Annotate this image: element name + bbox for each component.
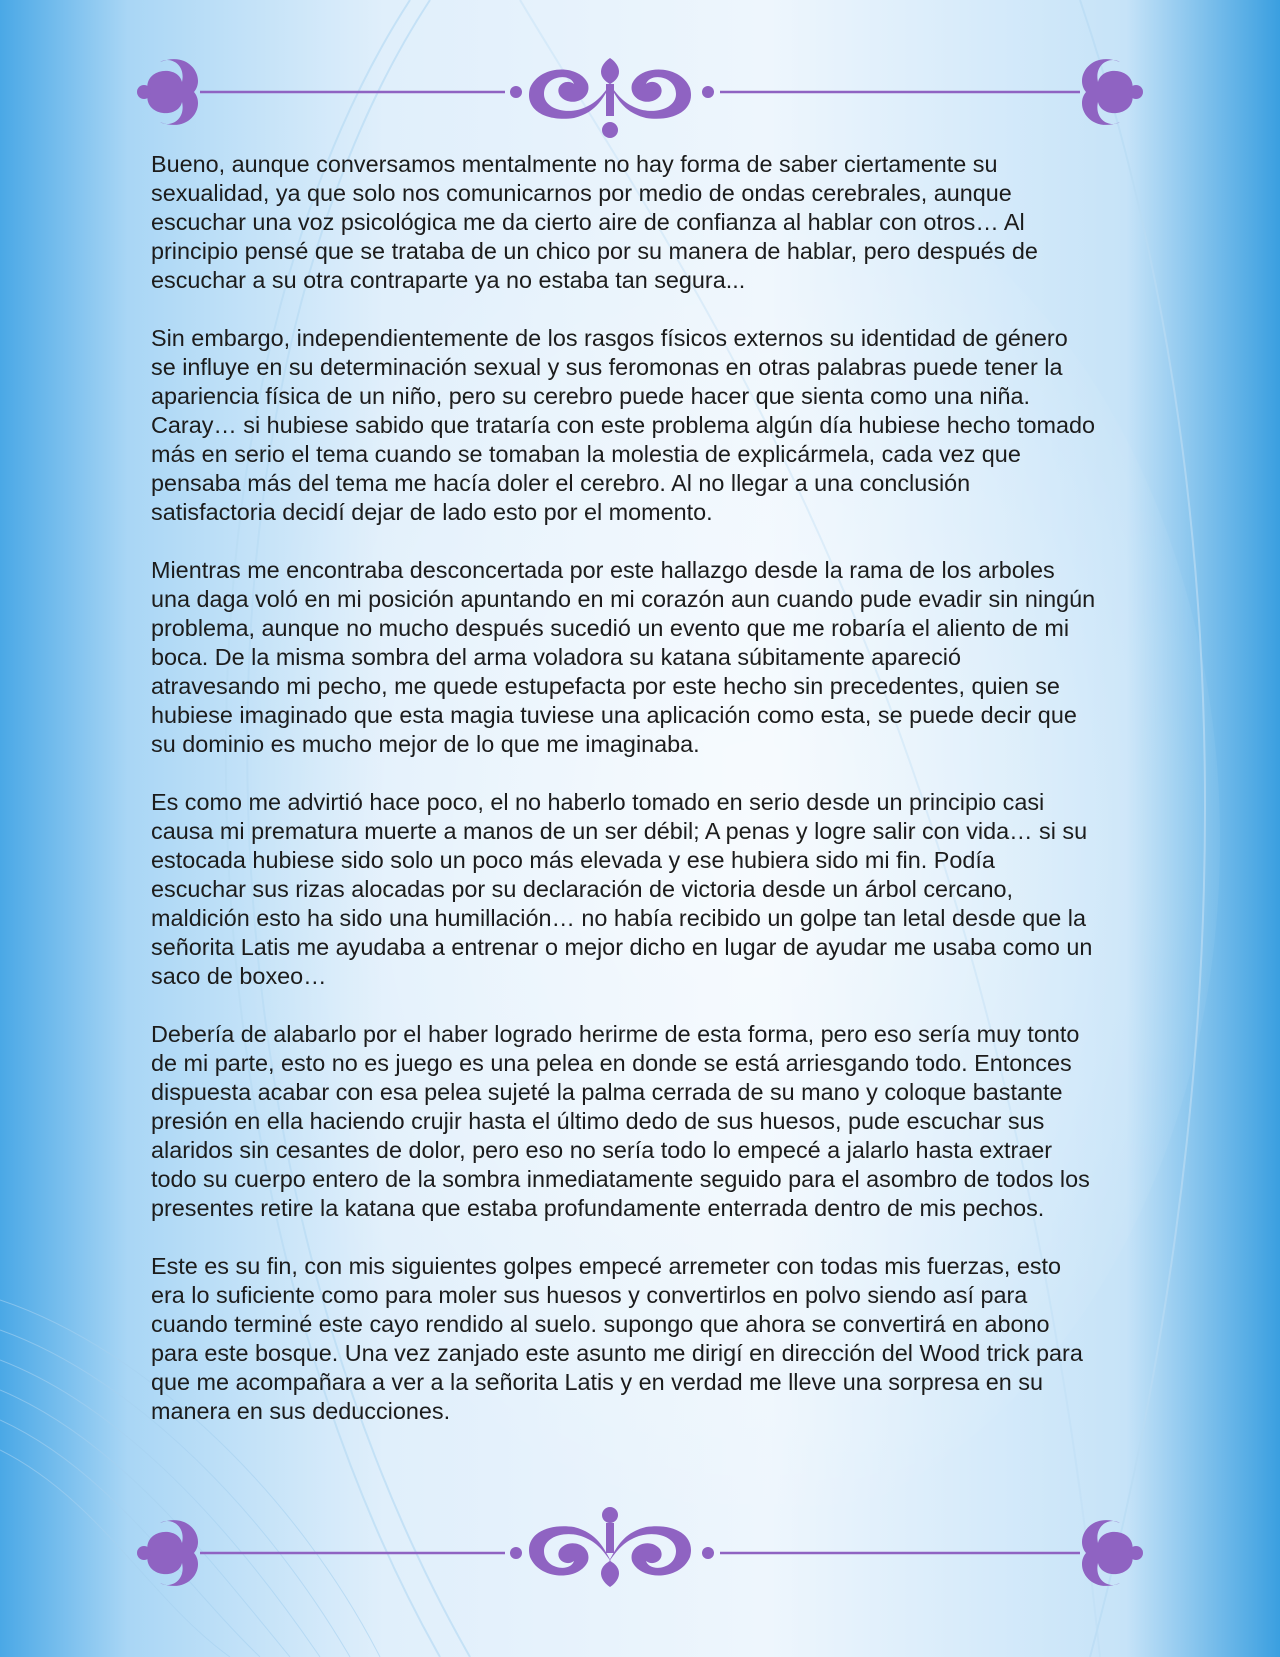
- paragraph-1: Bueno, aunque conversamos mentalmente no hay forma de saber ciertamente su sexualidad, ya que solo nos comunicarnos por medio de ondas cerebrales, aunque escuchar una voz psicológica me da cierto aire de confianza al hablar con otros… Al principio pensé que se trataba de un chico por su manera de hablar, pero después de escuchar a su otra contraparte ya no estaba tan segura...: [151, 151, 1038, 293]
- paragraph-2: Sin embargo, independientemente de los rasgos físicos externos su identidad de género se influye en su determinación sexual y sus feromonas en otras palabras puede tener la apariencia física de un niño, pero su cerebro puede hacer que sienta como una niña. Caray… si hubiese sabido que trataría con este problema algún día hubiese hecho tomado más en serio el tema cuando se tomaban la molestia de explicármela, cada vez que pensaba más del tema me hacía doler el cerebro. Al no llegar a una conclusión satisfactoria decidí dejar de lado esto por el momento.: [151, 325, 1096, 525]
- paragraph-6: Este es su fin, con mis siguientes golpes empecé arremeter con todas mis fuerzas, esto era lo suficiente como para moler sus huesos y convertirlos en polvo siendo así para cuando terminé este cayo rendido al suelo. supongo que ahora se convertirá en abono para este bosque. Una vez zanjado este asunto me dirigí en dirección del Wood trick para que me acompañara a ver a la señorita Latis y en verdad me lleve una sorpresa en su manera en sus deducciones.: [151, 1253, 1083, 1424]
- paragraph-5: Debería de alabarlo por el haber logrado herirme de esta forma, pero eso sería muy tonto de mi parte, esto no es juego es una pelea en donde se está arriesgando todo. Entonces dispuesta acabar con esa pelea sujeté la palma cerrada de su mano y coloque bastante presión en ella haciendo crujir hasta el último dedo de sus huesos, pude escuchar sus alaridos sin cesantes de dolor, pero eso no sería todo lo empecé a jalarlo hasta extraer todo su cuerpo entero de la sombra inmediatamente seguido para el asombro de todos los presentes retire la katana que estaba profundamente enterrada dentro de mis pechos.: [151, 1021, 1090, 1221]
- paragraph-3: Mientras me encontraba desconcertada por este hallazgo desde la rama de los arboles una daga voló en mi posición apuntando en mi corazón aun cuando pude evadir sin ningún problema, aunque no mucho después sucedió un evento que me robaría el aliento de mi boca. De la misma sombra del arma voladora su katana súbitamente apareció atravesando mi pecho, me quede estupefacta por este hecho sin precedentes, quien se hubiese imaginado que esta magia tuviese una aplicación como esta, se puede decir que su dominio es mucho mejor de lo que me imaginaba.: [151, 557, 1096, 757]
- document-body: [151, 150, 1096, 1455]
- bottom-ornament: [130, 1505, 1150, 1595]
- paragraph-4: Es como me advirtió hace poco, el no haberlo tomado en serio desde un principio casi causa mi prematura muerte a manos de un ser débil; A penas y logre salir con vida… si su estocada hubiese sido solo un poco más elevada y ese hubiera sido mi fin. Podía escuchar sus rizas alocadas por su declaración de victoria desde un árbol cercano, maldición esto ha sido una humillación… no había recibido un golpe tan letal desde que la señorita Latis me ayudaba a entrenar o mejor dicho en lugar de ayudar me usaba como un saco de boxeo…: [151, 789, 1093, 989]
- top-ornament: [130, 50, 1150, 140]
